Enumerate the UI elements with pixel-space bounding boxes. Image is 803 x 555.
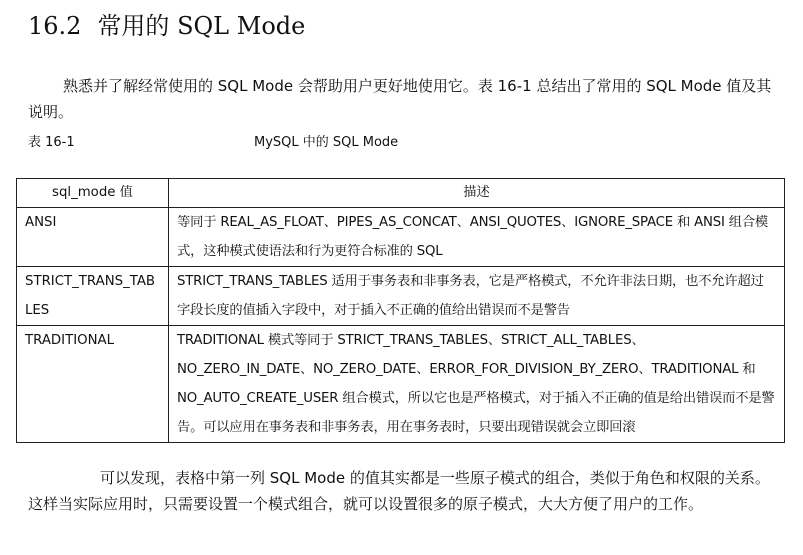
section-title: 常用的 SQL Mode (97, 12, 306, 40)
description-cell: STRICT_TRANS_TABLES 适用于事务表和非事务表，它是严格模式，不允许非法日期，也不允许超过字段长度的值插入字段中，对于插入不正确的值给出错误而不是警告 (169, 267, 785, 326)
description-cell: TRADITIONAL 模式等同于 STRICT_TRANS_TABLES、STRICT_ALL_TABLES、NO_ZERO_IN_DATE、NO_ZERO_DATE、ERROR_FOR_DIVISION_BY_ZERO、TRADITIONAL 和 NO_AUTO_CREATE_USER 组合模式，所以它也是严格模式，对于插入不正确的值是给出错误而不是警告。可以应用在事务表和非事务表，用在事务表时，只要出现错误就会立即回滚 (169, 326, 785, 443)
table-label: 表 16-1 (28, 135, 75, 150)
table-row (17, 267, 785, 326)
table-row (17, 326, 785, 443)
table-title: MySQL 中的 SQL Mode (254, 135, 399, 150)
conclusion-paragraph (28, 465, 780, 517)
section-heading (28, 10, 305, 42)
sql-mode-table (16, 178, 785, 443)
header-description: 描述 (169, 179, 785, 208)
table-caption (28, 132, 780, 154)
mode-cell: STRICT_TRANS_TABLES (17, 267, 169, 326)
intro-text: 熟悉并了解经常使用的 SQL Mode 会帮助用户更好地使用它。表 16-1 总结出了常用的 SQL Mode 值及其说明。 (28, 77, 772, 121)
conclusion-text: 可以发现，表格中第一列 SQL Mode 的值其实都是一些原子模式的组合，类似于角色和权限的关系。这样当实际应用时，只需要设置一个模式组合，就可以设置很多的原子模式，大大方便了用户的工作。 (28, 469, 770, 513)
description-cell: 等同于 REAL_AS_FLOAT、PIPES_AS_CONCAT、ANSI_QUOTES、IGNORE_SPACE 和 ANSI 组合模式，这种模式使语法和行为更符合标准的 SQL (169, 208, 785, 267)
section-number: 16.2 (28, 12, 82, 40)
intro-paragraph (28, 73, 780, 125)
table-row (17, 208, 785, 267)
mode-cell: TRADITIONAL (17, 326, 169, 443)
table-header-row (17, 179, 785, 208)
mode-cell: ANSI (17, 208, 169, 267)
header-mode: sql_mode 值 (17, 179, 169, 208)
